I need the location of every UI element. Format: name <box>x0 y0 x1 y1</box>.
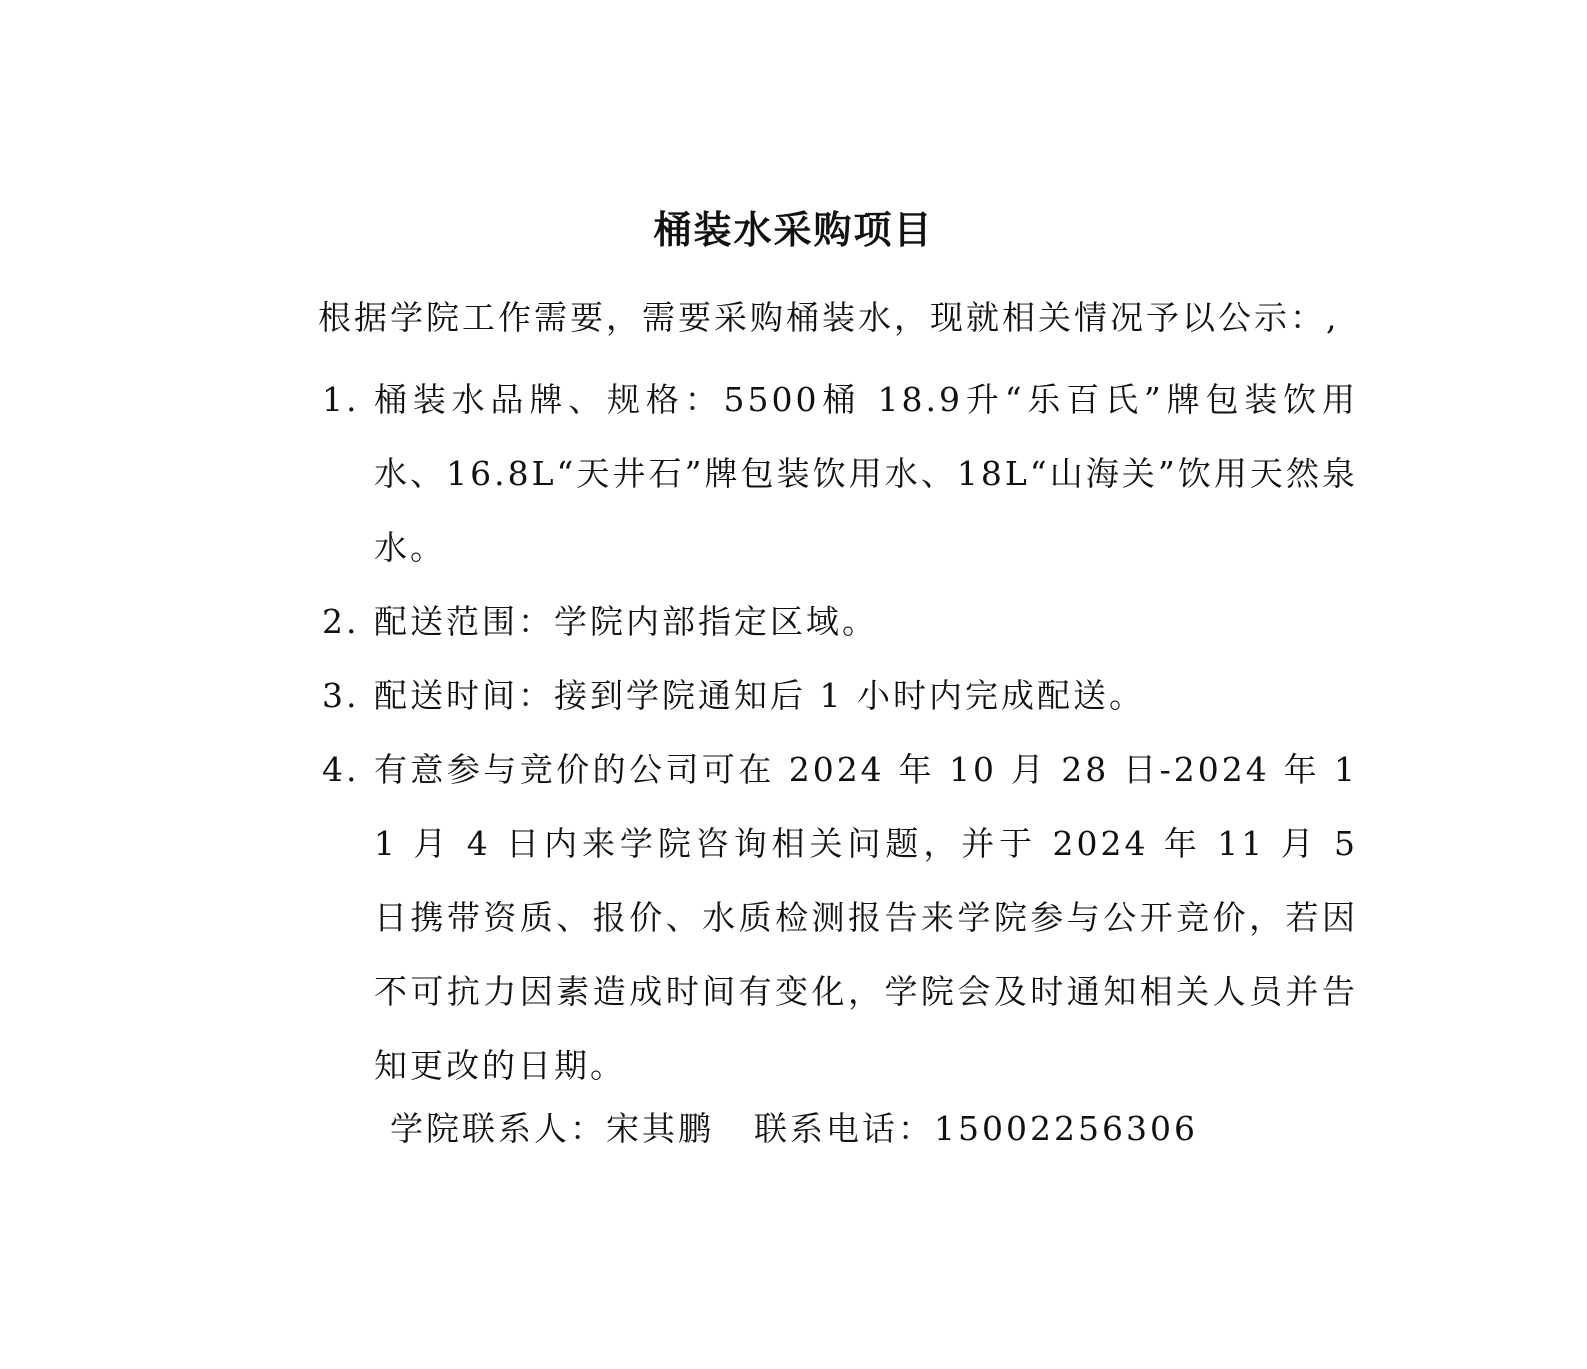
list-item <box>318 733 1358 1103</box>
item-number: 2. <box>322 602 360 641</box>
contact-phone: 15002256306 <box>934 1109 1198 1148</box>
item-number: 1. <box>322 380 360 419</box>
item-text: 桶装水品牌、规格：5500桶 18.9升“乐百氏”牌包装饮用水、16.8L“天井石”牌包装饮用水、18L“山海关”饮用天然泉水。 <box>374 380 1358 567</box>
intro-paragraph: 根据学院工作需要，需要采购桶装水，现就相关情况予以公示：, <box>318 298 1340 337</box>
contact-line <box>390 1103 1198 1155</box>
item-text: 配送范围：学院内部指定区域。 <box>374 602 878 641</box>
list-item <box>318 363 1358 585</box>
item-text: 有意参与竞价的公司可在 2024 年 10 月 28 日-2024 年 11 月 4 日内来学院咨询相关问题，并于 2024 年 11 月 5 日携带资质、报价、水质检测报告来学院参与公开竞价，若因不可抗力因素造成时间有变化，学院会及时通知相关人员并告知更改的日期。 <box>374 750 1358 1085</box>
contact-person-name: 宋其鹏 <box>606 1109 714 1148</box>
contact-person-label: 学院联系人： <box>390 1109 606 1148</box>
document-title: 桶装水采购项目 <box>653 208 934 252</box>
item-text: 配送时间：接到学院通知后 1 小时内完成配送。 <box>374 676 1145 715</box>
contact-phone-label: 联系电话： <box>754 1109 934 1148</box>
item-number: 4. <box>322 750 360 789</box>
list-item <box>318 585 1358 659</box>
item-list <box>318 363 1358 1103</box>
list-item <box>318 659 1358 733</box>
item-number: 3. <box>322 676 360 715</box>
